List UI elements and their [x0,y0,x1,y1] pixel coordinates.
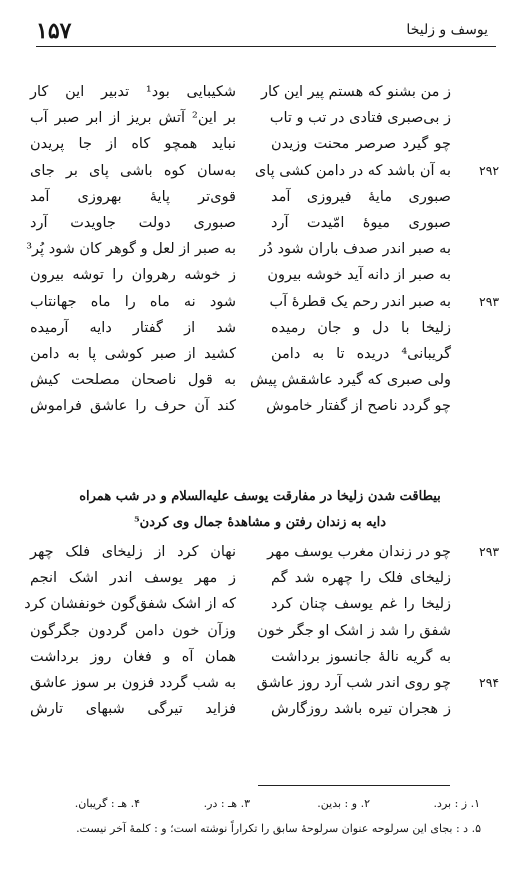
couplet [0,645,511,671]
hemistich-first: به صبر اندر رحم یک قطرهٔ آب [269,293,451,310]
couplet [0,185,511,211]
couplet [0,566,511,592]
footnote-5: ۵. د : بجای این سرلوحه عنوان سرلوحهٔ سابق را تکراراً نوشته است؛ و : کلمهٔ آخر نیست. [76,822,481,835]
verse-number: ۲۹۴ [479,674,500,690]
hemistich-second: به شب گردد فزون بر سوز عاشق [30,674,236,691]
hemistich-second: صبوری دولت جاویدت آرد [30,214,236,231]
couplet [0,671,511,697]
running-title: یوسف و زلیخا [406,22,488,38]
hemistich-first: صبوری میوهٔ امّیدت آرد [271,214,451,231]
couplet [0,263,511,289]
hemistich-first: شفق را شد ز اشک او جگر خون [257,622,451,639]
hemistich-first: ز بی‌صبری فتادی در تب و تاب [269,110,451,127]
hemistich-first: گریبانی⁴ دریده تا به دامن [271,345,451,362]
hemistich-second: ز خوشه رهروان را توشه بیرون [30,267,236,284]
section-heading-line-2: دایه به زندان رفتن و مشاهدهٔ جمال وی کردن⁵ [133,515,387,530]
hemistich-first: صبوری مایهٔ فیروزی آمد [271,188,451,205]
couplet [0,619,511,645]
hemistich-first: چو روی اندر شب آرد روز عاشق [256,674,451,691]
couplet [0,80,511,106]
page-header [18,14,496,44]
hemistich-first: چو گردد ناصح از گفتار خاموش [266,398,451,415]
verse-number: ۲۹۳ [479,293,500,309]
hemistich-second: فزاید تیرگی شبهای تارش [30,701,236,718]
couplet [0,342,511,368]
footnote-4: ۴. هـ : گریبان. [74,797,140,810]
hemistich-second: نهان کرد از زلیخای فلک چهر [30,544,236,560]
hemistich-second: نباید همچو کاه از جا پریدن [30,136,236,153]
verse-number: ۲۹۲ [479,162,500,178]
couplet [0,132,511,158]
hemistich-first: به صبر اندر صدف باران شود دُر [259,241,451,258]
couplet [0,106,511,132]
footnote-divider [258,785,450,786]
page-number: ۱۵۷ [36,18,72,44]
hemistich-first: ز من بشنو که هستم پیر این کار [260,84,451,100]
hemistich-second: شکیبایی بود¹ تدبیر این کار [30,84,236,100]
hemistich-second: به صبر از لعل و گوهر کان شود پُر³ [26,241,236,258]
hemistich-second: کشید از صبر کوشی پا به دامن [30,345,236,362]
hemistich-first: زلیخا را غم یوسف چنان کرد [271,596,451,613]
footnote-1: ۱. ز : برد. [433,797,480,810]
section-heading [56,484,464,536]
hemistich-second: ز مهر یوسف اندر اشک انجم [30,570,236,587]
verse-number: ۲۹۳ [479,544,500,559]
couplet [0,368,511,394]
hemistich-first: چو در زندان مغرب یوسف مهر [267,544,451,560]
header-divider [36,46,496,47]
couplet [0,540,511,566]
hemistich-second: بر این² آتش بریز از ابر صبر آب [30,110,236,127]
hemistich-first: به گریه نالهٔ جانسوز برداشت [271,648,451,665]
hemistich-first: زلیخای فلک را چهره شد گم [271,570,451,587]
section-heading-line-1: بیطاقت شدن زلیخا در مفارقت یوسف علیه‌السلام و در شب همراه [79,489,441,504]
hemistich-second: به‌سان کوه باشی پای بر جای [30,162,236,179]
hemistich-first: ولی صبری که گیرد عاشقش پیش [250,372,451,389]
hemistich-first: چو گیرد صرصر محنت وزیدن [271,136,451,153]
couplet [0,159,511,185]
poem-block-1 [0,80,511,420]
couplet [0,592,511,618]
hemistich-second: به قول ناصحان مصلحت کیش [30,372,236,389]
hemistich-second: که از اشک شفق‌گون خونفشان کرد [24,596,236,613]
hemistich-second: شد از گفتار دایه آرمیده [30,319,236,336]
hemistich-second: شود نه ماه را ماه جهانتاب [30,293,236,310]
hemistich-second: کند آن حرف را عاشق فراموش [30,398,236,415]
hemistich-first: زلیخا با دل و جان رمیده [271,319,451,336]
couplet [0,290,511,316]
hemistich-first: ز هجران تیره باشد روزگارش [271,701,451,718]
couplet [0,394,511,420]
couplet [0,211,511,237]
hemistich-second: همان آه و فغان روز برداشت [30,648,236,665]
couplet [0,316,511,342]
couplet [0,237,511,263]
hemistich-second: قوی‌تر پایهٔ بهروزی آمد [30,188,236,205]
poem-block-2 [0,540,511,723]
couplet [0,697,511,723]
footnote-2: ۲. و : بدین. [317,797,370,810]
hemistich-first: به آن باشد که در دامن کشی پای [254,162,451,179]
hemistich-second: وزآن خون دامن گردون جگرگون [30,622,236,639]
footnote-row [40,797,480,813]
hemistich-first: به صبر از دانه آید خوشه بیرون [267,267,451,284]
footnote-3: ۳. هـ : در. [203,797,250,810]
